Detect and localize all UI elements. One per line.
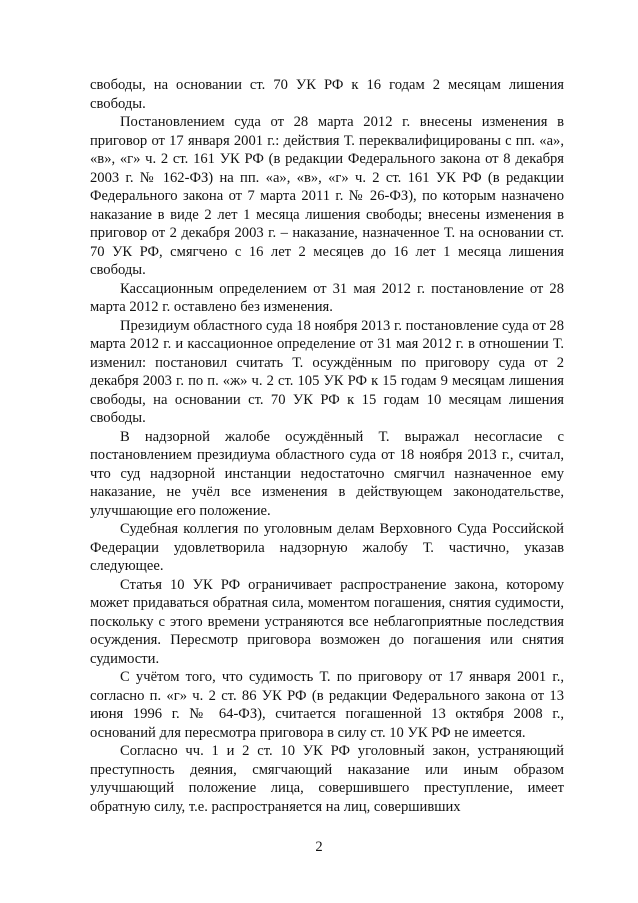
paragraph: Статья 10 УК РФ ограничивает распространение закона, которому может придаваться обратная сила, моментом погашения, снятия судимости, поскольку с этого времени устраняются все неблагоприятные последствия осуждения. Пересмотр приговора возможен до погашения или снятия судимости.	[90, 576, 564, 667]
document-body	[90, 76, 564, 816]
paragraph: Президиум областного суда 18 ноября 2013 г. постановление суда от 28 марта 2012 г. и кассационное определение от 31 мая 2012 г. в отношении Т. изменил: постановил считать Т. осуждённым по приговору суда от 2 декабря 2003 г. по п. «ж» ч. 2 ст. 105 УК РФ к 15 годам 9 месяцам лишения свободы, на основании ст. 70 УК РФ к 15 годам 10 месяцам лишения свободы.	[90, 317, 564, 426]
paragraph-continuation: свободы, на основании ст. 70 УК РФ к 16 годам 2 месяцам лишения свободы.	[90, 77, 564, 112]
paragraph: Кассационным определением от 31 мая 2012 г. постановление от 28 марта 2012 г. оставлено без изменения.	[90, 280, 564, 315]
paragraph: С учётом того, что судимость Т. по приговору от 17 января 2001 г., согласно п. «г» ч. 2 ст. 86 УК РФ (в редакции Федерального закона от 13 июня 1996 г. № 64-ФЗ), считается погашенной 13 октября 2008 г., оснований для пересмотра приговора в силу ст. 10 УК РФ не имеется.	[90, 669, 564, 741]
paragraph: Судебная коллегия по уголовным делам Верховного Суда Российской Федерации удовлетворила надзорную жалобу Т. частично, указав следующее.	[90, 521, 564, 574]
page-number: 2	[315, 839, 323, 855]
paragraph: Постановлением суда от 28 марта 2012 г. внесены изменения в приговор от 17 января 2001 г.: действия Т. переквалифицированы с пп. «а», «в», «г» ч. 2 ст. 161 УК РФ (в редакции Федерального закона от 8 декабря 2003 г. № 162-ФЗ) на пп. «а», «в», «г» ч. 2 ст. 161 УК РФ (в редакции Федерального закона от 7 марта 2011 г. № 26-ФЗ), по которым назначено наказание в виде 2 лет 1 месяца лишения свободы; внесены изменения в приговор от 2 декабря 2003 г. – наказание, назначенное Т. на основании ст. 70 УК РФ, смягчено с 16 лет 2 месяцев до 16 лет 1 месяца лишения свободы.	[90, 114, 564, 278]
paragraph: Согласно чч. 1 и 2 ст. 10 УК РФ уголовный закон, устраняющий преступность деяния, смягчающий наказание или иным образом улучшающий положение лица, совершившего преступление, имеет обратную силу, т.е. распространяется на лиц, совершивших	[90, 743, 564, 815]
paragraph: В надзорной жалобе осуждённый Т. выражал несогласие с постановлением президиума областного суда от 18 ноября 2013 г., считал, что суд надзорной инстанции недостаточно смягчил назначенное ему наказание, не учёл все изменения в действующем законодательстве, улучшающие его положение.	[90, 428, 564, 519]
